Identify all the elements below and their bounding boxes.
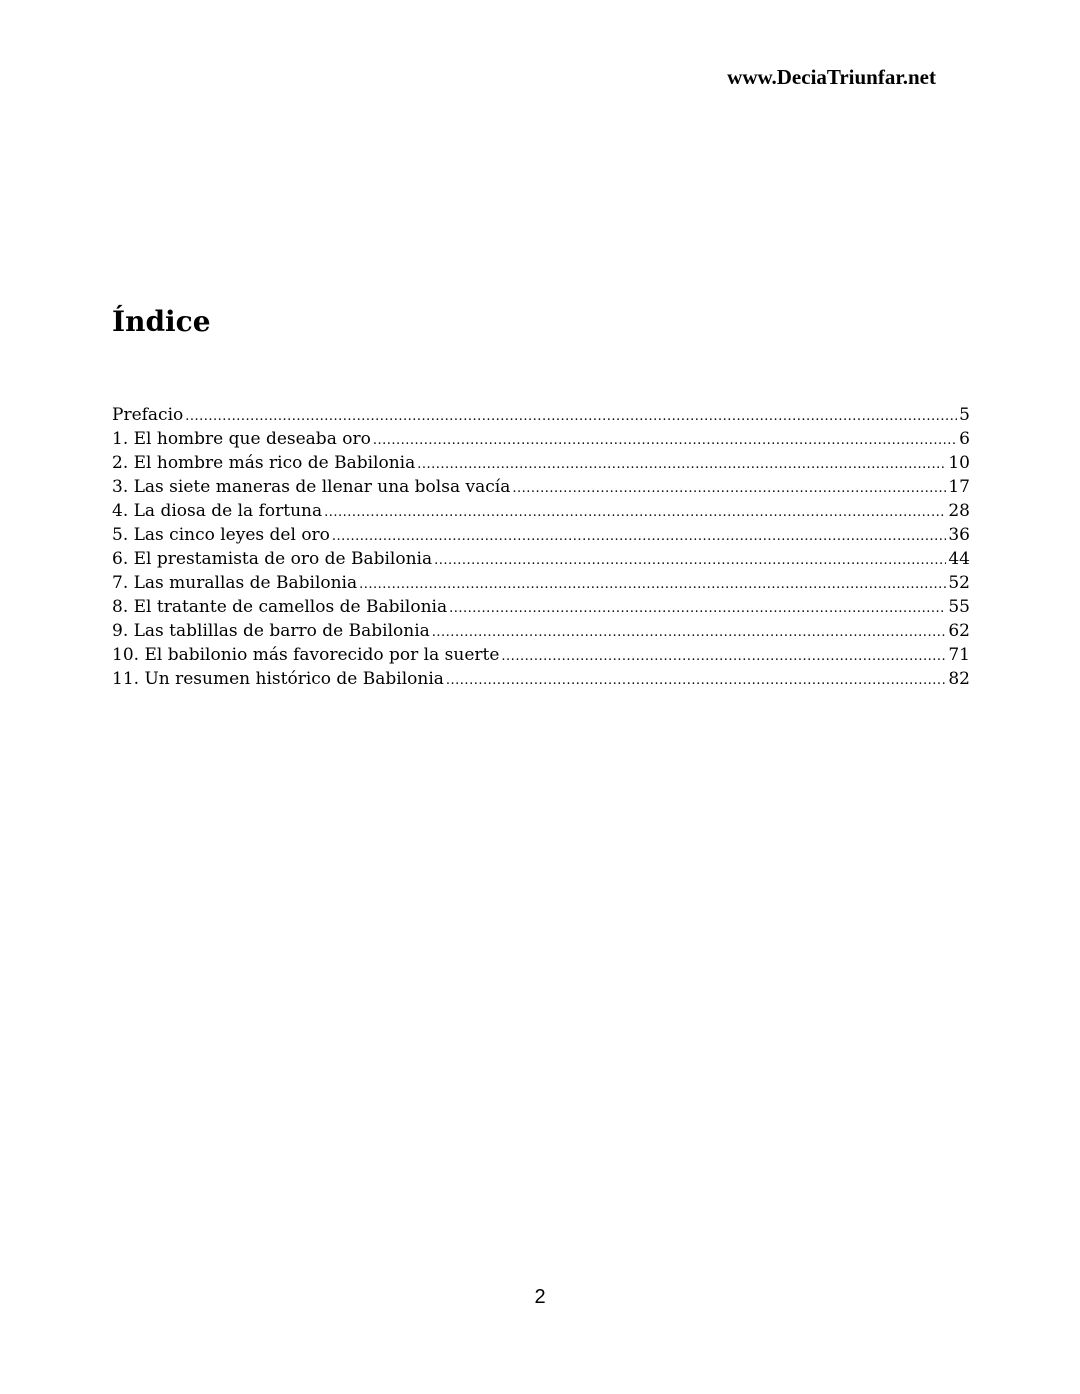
- toc-entry-label: 4. La diosa de la fortuna: [112, 501, 323, 521]
- toc-entry-page: 44: [948, 549, 970, 569]
- toc-entry-label: 6. El prestamista de oro de Babilonia: [112, 549, 433, 569]
- site-url-header: www.DeciaTriunfar.net: [727, 65, 936, 89]
- toc-entry-label: 11. Un resumen histórico de Babilonia: [112, 669, 444, 689]
- toc-entry-chapter-11[interactable]: [112, 667, 970, 691]
- toc-entry-prefacio[interactable]: [112, 403, 970, 427]
- toc-entry-page: 71: [948, 645, 970, 665]
- dot-leader: [434, 549, 946, 571]
- toc-entry-page: 17: [948, 477, 970, 497]
- toc-entry-page: 52: [948, 573, 970, 593]
- toc-entry-chapter-10[interactable]: [112, 643, 970, 667]
- toc-entry-chapter-8[interactable]: [112, 595, 970, 619]
- toc-entry-label: 9. Las tablillas de barro de Babilonia: [112, 621, 430, 641]
- toc-entry-chapter-5[interactable]: [112, 523, 970, 547]
- toc-entry-page: 62: [948, 621, 970, 641]
- toc-entry-page: 5: [959, 405, 970, 425]
- toc-entry-label: 5. Las cinco leyes del oro: [112, 525, 330, 545]
- page-title: Índice: [112, 305, 211, 338]
- page-number: 2: [534, 1286, 546, 1308]
- toc-entry-chapter-1[interactable]: [112, 427, 970, 451]
- dot-leader: [449, 597, 946, 619]
- toc-entry-label: 3. Las siete maneras de llenar una bolsa vacía: [112, 477, 511, 497]
- dot-leader: [432, 621, 947, 643]
- dot-leader: [185, 405, 957, 427]
- toc-entry-chapter-4[interactable]: [112, 499, 970, 523]
- toc-entry-page: 28: [948, 501, 970, 521]
- toc-entry-page: 6: [959, 429, 970, 449]
- toc-entry-chapter-7[interactable]: [112, 571, 970, 595]
- toc-entry-page: 10: [948, 453, 970, 473]
- dot-leader: [417, 453, 946, 475]
- toc-entry-label: 2. El hombre más rico de Babilonia: [112, 453, 416, 473]
- toc-entry-label: 8. El tratante de camellos de Babilonia: [112, 597, 448, 617]
- toc-entry-chapter-2[interactable]: [112, 451, 970, 475]
- toc-entry-page: 36: [948, 525, 970, 545]
- dot-leader: [512, 477, 946, 499]
- dot-leader: [501, 645, 946, 667]
- toc-entry-label: 7. Las murallas de Babilonia: [112, 573, 358, 593]
- dot-leader: [332, 525, 946, 547]
- toc-entry-label: 10. El babilonio más favorecido por la suerte: [112, 645, 500, 665]
- dot-leader: [359, 573, 946, 595]
- toc-entry-chapter-6[interactable]: [112, 547, 970, 571]
- dot-leader: [324, 501, 946, 523]
- toc-entry-page: 55: [948, 597, 970, 617]
- table-of-contents: [112, 403, 970, 691]
- dot-leader: [373, 429, 957, 451]
- toc-entry-label: Prefacio: [112, 405, 184, 425]
- toc-entry-chapter-3[interactable]: [112, 475, 970, 499]
- dot-leader: [446, 669, 946, 691]
- toc-entry-page: 82: [948, 669, 970, 689]
- toc-entry-label: 1. El hombre que deseaba oro: [112, 429, 371, 449]
- toc-entry-chapter-9[interactable]: [112, 619, 970, 643]
